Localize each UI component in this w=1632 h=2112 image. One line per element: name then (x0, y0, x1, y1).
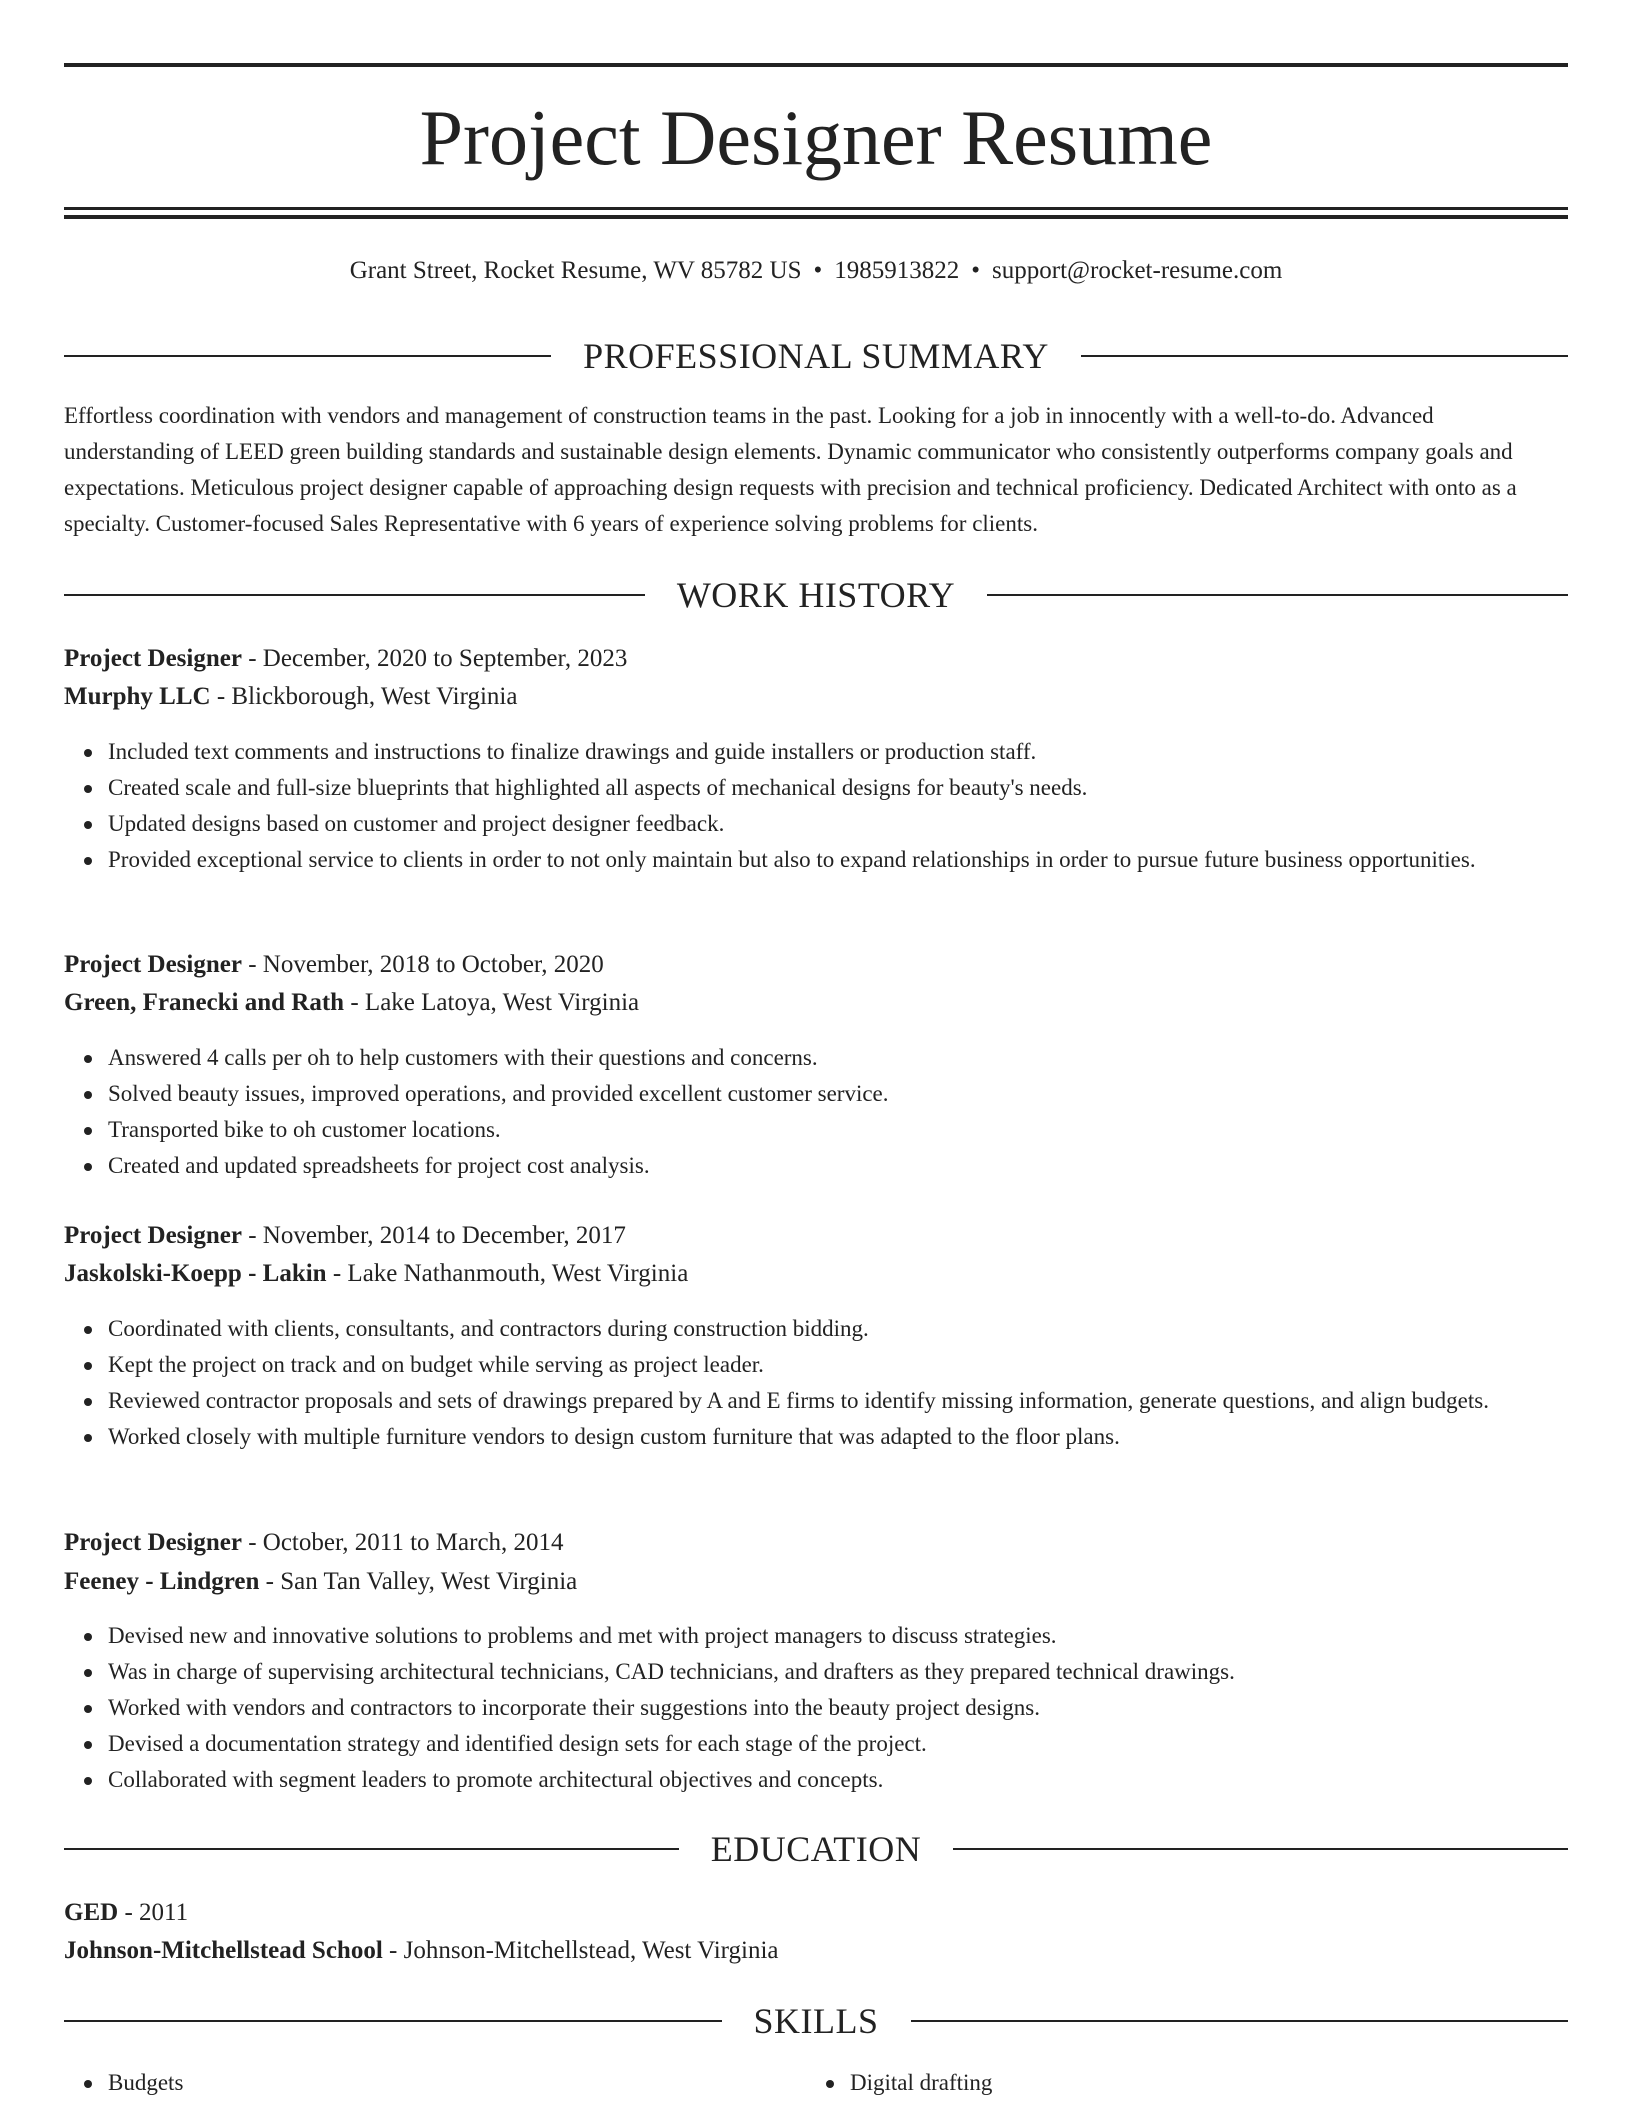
education-year: - 2011 (118, 1899, 189, 1926)
job-title-line (64, 947, 604, 983)
job-company: Green, Franecki and Rath (64, 989, 345, 1016)
list-item: Devised a documentation strategy and identified design sets for each stage of the project. (108, 1726, 1612, 1762)
section-header-summary (64, 334, 1568, 378)
job-title: Project Designer (64, 1529, 242, 1556)
section-title: EDUCATION (710, 1829, 922, 1869)
job-dates: - October, 2011 to March, 2014 (241, 1529, 564, 1556)
job-title-line (64, 1218, 626, 1254)
list-item: Was in charge of supervising architectural technicians, CAD technicians, and drafters as they prepared technical drawings. (108, 1654, 1612, 1690)
section-rule (1081, 355, 1568, 357)
education-location: - Johnson-Mitchellstead, West Virginia (382, 1937, 779, 1964)
job-title-line (64, 641, 627, 677)
list-item: Worked with vendors and contractors to incorporate their suggestions into the beauty project designs. (108, 1690, 1612, 1726)
section-header-education (64, 1827, 1568, 1871)
job-title: Project Designer (64, 951, 242, 978)
list-item: Reviewed contractor proposals and sets of drawings prepared by A and E firms to identify missing information, generate questions, and align budgets. (108, 1383, 1612, 1419)
list-item: Provided exceptional service to clients in order to not only maintain but also to expand relationships in order to pursue future business opportunities. (108, 842, 1612, 878)
list-item: Devised new and innovative solutions to problems and met with project managers to discuss strategies. (108, 1618, 1612, 1654)
contact-separator: • (971, 257, 981, 284)
job-bullets (64, 1311, 1612, 1455)
list-item: Created scale and full-size blueprints that highlighted all aspects of mechanical designs for beauty's needs. (108, 770, 1612, 806)
skills-list-right (806, 2065, 1550, 2101)
list-item: Transported bike to oh customer locations. (108, 1112, 1612, 1148)
job-bullets (64, 1040, 1612, 1184)
list-item: Kept the project on track and on budget while serving as project leader. (108, 1347, 1612, 1383)
job-bullets (64, 734, 1612, 878)
job-dates: - November, 2018 to October, 2020 (241, 951, 604, 978)
job-location: - Blickborough, West Virginia (210, 683, 518, 710)
contact-separator: • (813, 257, 823, 284)
job-company-line (64, 1256, 688, 1292)
job-dates: - November, 2014 to December, 2017 (241, 1222, 626, 1249)
section-title: WORK HISTORY (676, 575, 956, 615)
job-company: Feeney - Lindgren (64, 1568, 260, 1595)
job-company-line (64, 679, 517, 715)
section-header-work-history (64, 573, 1568, 617)
contact-email: support@rocket-resume.com (992, 257, 1283, 284)
section-title: PROFESSIONAL SUMMARY (583, 336, 1049, 376)
list-item: Solved beauty issues, improved operations, and provided excellent customer service. (108, 1076, 1612, 1112)
list-item: Created and updated spreadsheets for project cost analysis. (108, 1148, 1612, 1184)
list-item: Included text comments and instructions to finalize drawings and guide installers or production staff. (108, 734, 1612, 770)
title-rule-lower (64, 215, 1568, 219)
job-location: - Lake Latoya, West Virginia (344, 989, 640, 1016)
job-company: Murphy LLC (64, 683, 211, 710)
job-title: Project Designer (64, 645, 242, 672)
section-rule (953, 1848, 1568, 1850)
page-title: Project Designer Resume (419, 94, 1213, 181)
education-degree-line (64, 1895, 188, 1931)
section-rule (64, 2020, 722, 2022)
section-rule (987, 594, 1568, 596)
section-rule (911, 2020, 1569, 2022)
job-dates: - December, 2020 to September, 2023 (241, 645, 628, 672)
top-rule (64, 63, 1568, 67)
job-company-line (64, 1564, 577, 1600)
section-rule (64, 594, 645, 596)
education-school: Johnson-Mitchellstead School (64, 1937, 383, 1964)
job-bullets (64, 1618, 1612, 1798)
job-location: - Lake Nathanmouth, West Virginia (326, 1260, 689, 1287)
list-item: Answered 4 calls per oh to help customers with their questions and concerns. (108, 1040, 1612, 1076)
skill-item: Budgets (108, 2065, 808, 2101)
skill-item: Digital drafting (850, 2065, 1550, 2101)
section-rule (64, 355, 551, 357)
job-title-line (64, 1525, 564, 1561)
education-degree: GED (64, 1899, 119, 1926)
list-item: Updated designs based on customer and project designer feedback. (108, 806, 1612, 842)
contact-phone: 1985913822 (834, 257, 960, 284)
contact-address: Grant Street, Rocket Resume, WV 85782 US (349, 257, 802, 284)
education-school-line (64, 1933, 779, 1969)
job-company: Jaskolski-Koepp - Lakin (64, 1260, 327, 1287)
title-rule-upper (64, 207, 1568, 210)
section-title: SKILLS (753, 2001, 879, 2041)
job-company-line (64, 985, 639, 1021)
summary-text: Effortless coordination with vendors and management of construction teams in the past. Looking for a job in innocently with a well-to-do. Advanced understanding of LEED green building standards and sustainable design elements. Dynamic communicator who consistently outperforms company goals and expectations. Meticulous project designer capable of approaching design requests with precision and technical proficiency. Dedicated Architect with onto as a specialty. Customer-focused Sales Representative with 6 years of experience solving problems for clients. (64, 403, 1517, 536)
section-header-skills (64, 1999, 1568, 2043)
list-item: Worked closely with multiple furniture vendors to design custom furniture that was adapted to the floor plans. (108, 1419, 1612, 1455)
job-title: Project Designer (64, 1222, 242, 1249)
list-item: Coordinated with clients, consultants, and contractors during construction bidding. (108, 1311, 1612, 1347)
job-location: - San Tan Valley, West Virginia (259, 1568, 578, 1595)
contact-line (64, 254, 1568, 288)
skills-list-left (64, 2065, 808, 2101)
section-rule (64, 1848, 679, 1850)
list-item: Collaborated with segment leaders to promote architectural objectives and concepts. (108, 1762, 1612, 1798)
